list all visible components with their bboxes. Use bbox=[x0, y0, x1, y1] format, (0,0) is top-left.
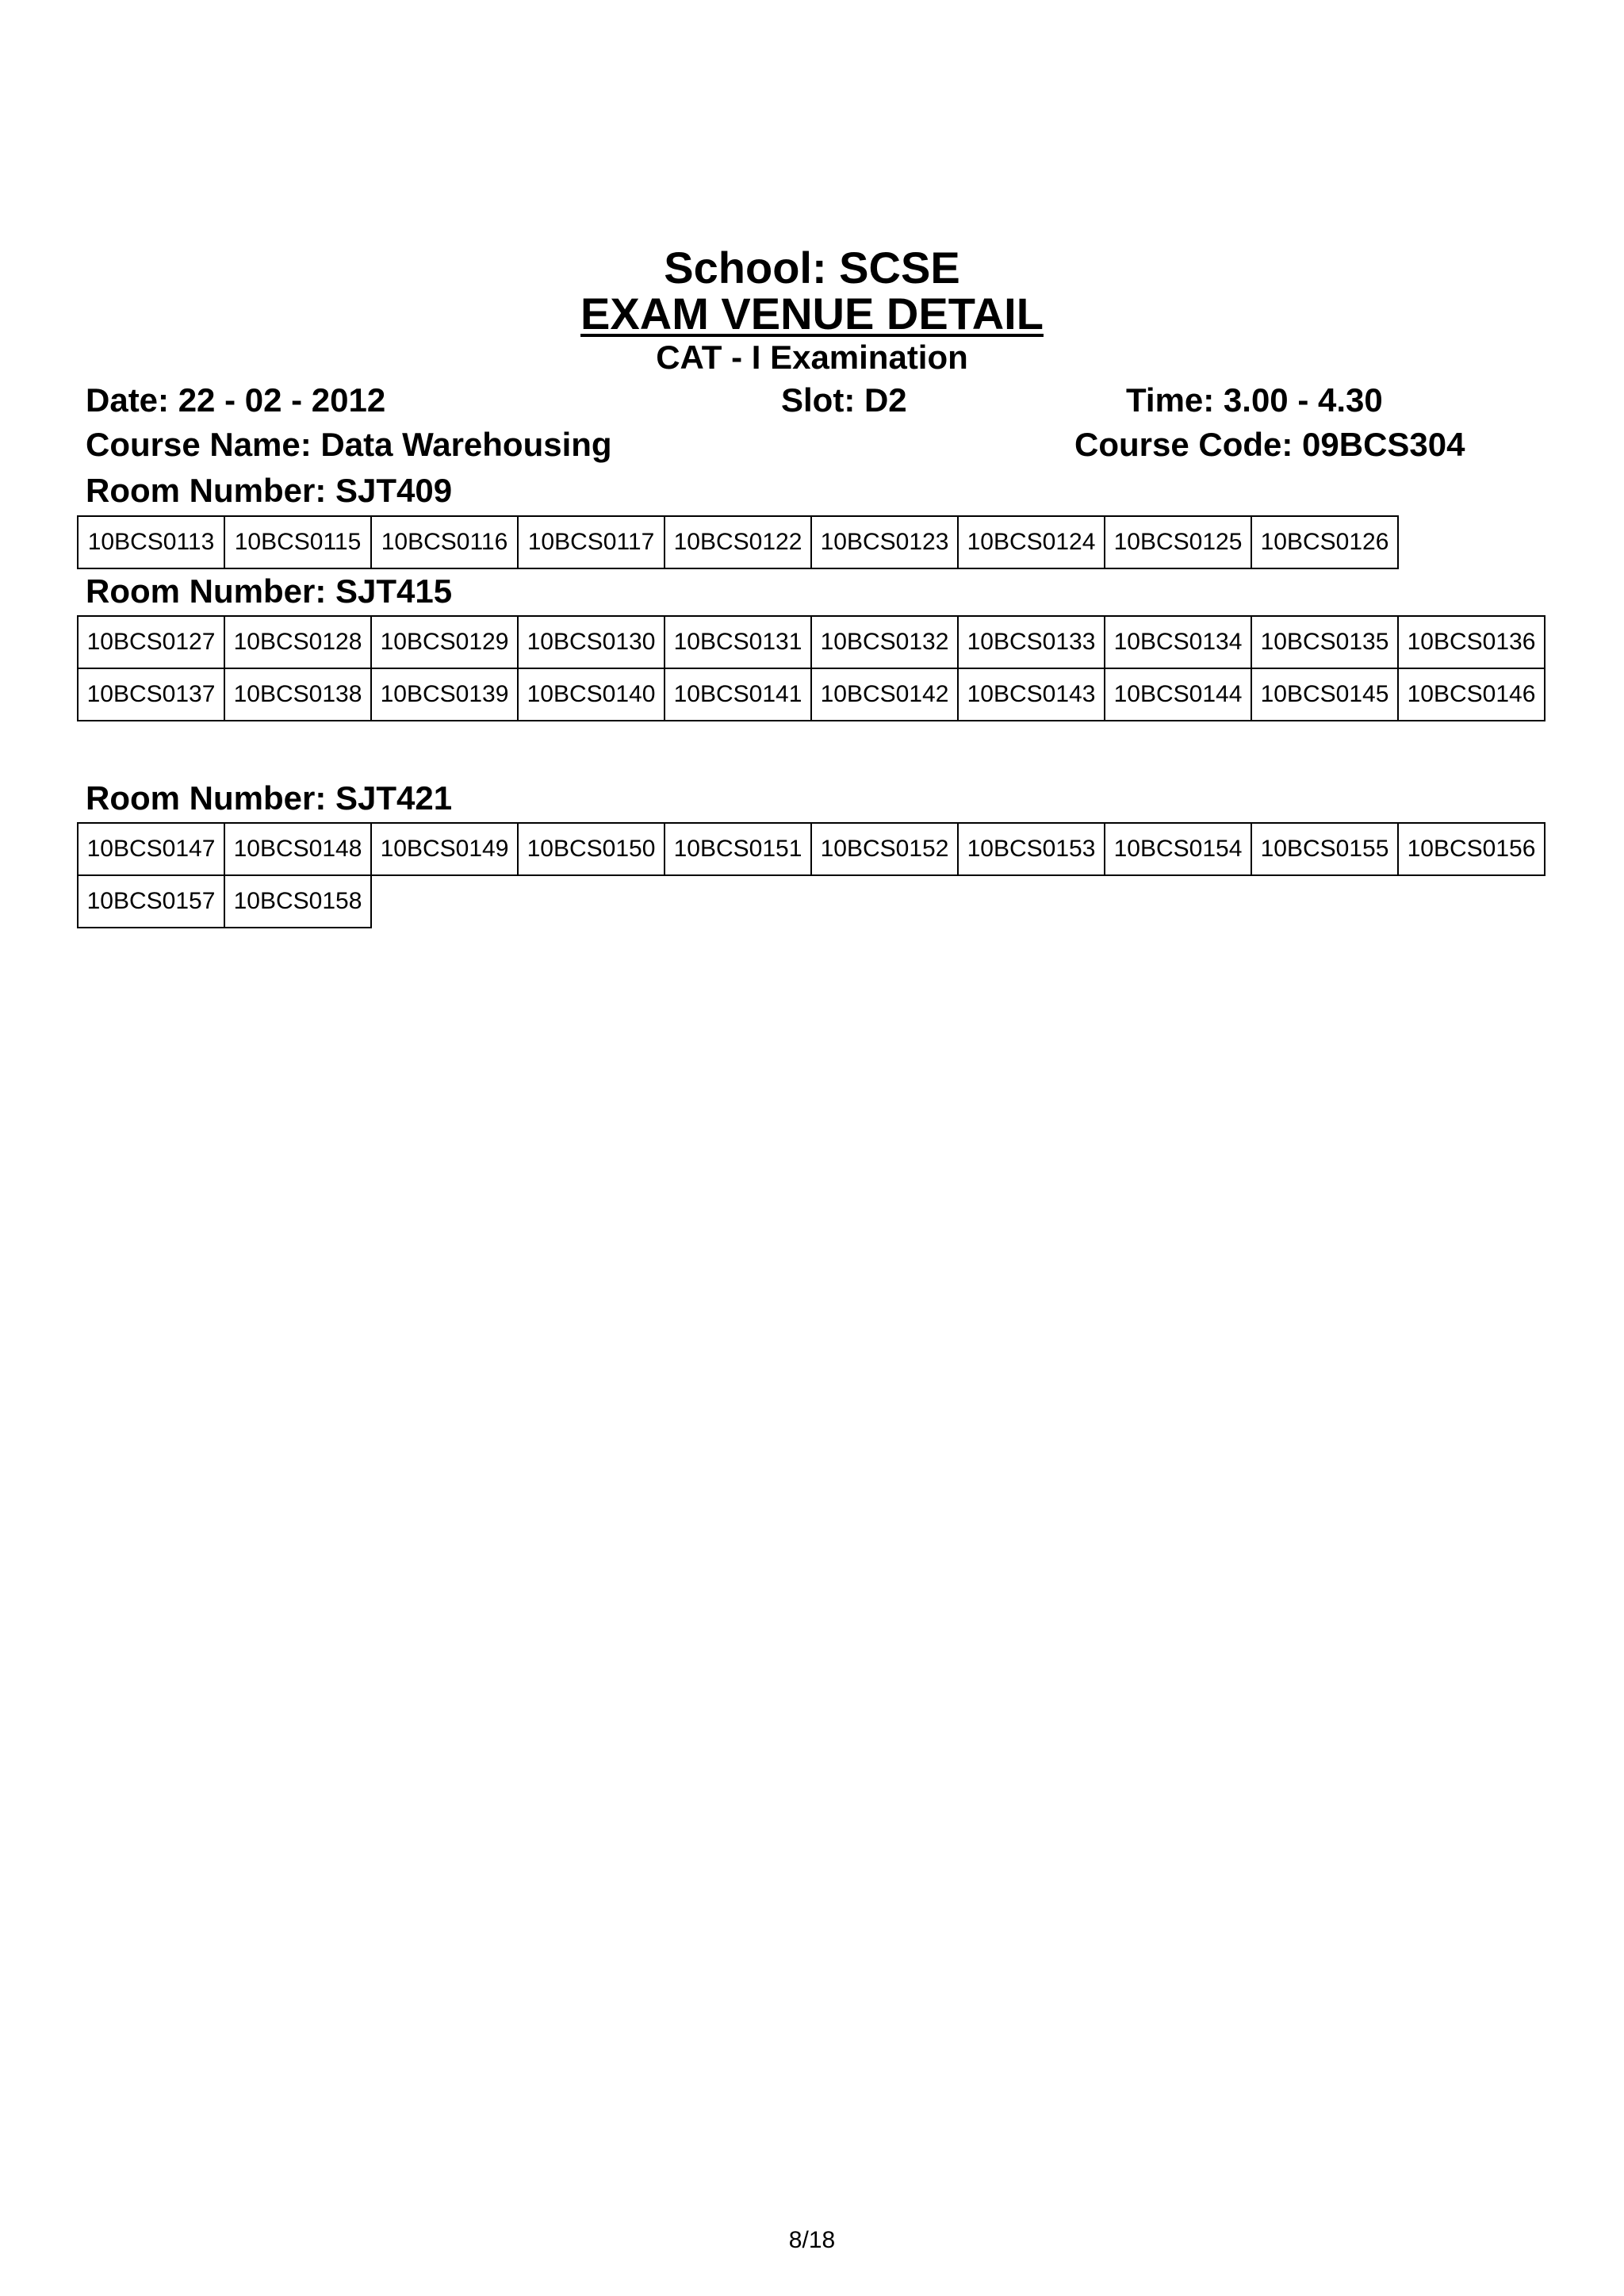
table-row bbox=[78, 823, 1545, 875]
room-table-sjt421 bbox=[77, 822, 1545, 876]
student-id-cell: 10BCS0139 bbox=[371, 668, 518, 721]
room-label-sjt421: Room Number: SJT421 bbox=[86, 779, 453, 817]
student-id-cell: 10BCS0143 bbox=[958, 668, 1105, 721]
exam-time: Time: 3.00 - 4.30 bbox=[1126, 381, 1383, 419]
student-id-cell: 10BCS0131 bbox=[665, 616, 811, 668]
student-id-cell: 10BCS0138 bbox=[224, 668, 371, 721]
student-id-cell: 10BCS0156 bbox=[1398, 823, 1545, 875]
student-id-cell: 10BCS0123 bbox=[811, 516, 958, 568]
student-id-cell: 10BCS0133 bbox=[958, 616, 1105, 668]
exam-date: Date: 22 - 02 - 2012 bbox=[86, 381, 386, 419]
student-id-cell: 10BCS0158 bbox=[224, 875, 371, 928]
student-id-cell: 10BCS0130 bbox=[518, 616, 665, 668]
student-id-cell: 10BCS0148 bbox=[224, 823, 371, 875]
student-id-cell: 10BCS0127 bbox=[78, 616, 224, 668]
student-id-cell: 10BCS0149 bbox=[371, 823, 518, 875]
page-number: 8/18 bbox=[788, 2227, 836, 2253]
student-id-cell: 10BCS0144 bbox=[1105, 668, 1251, 721]
document-title: EXAM VENUE DETAIL bbox=[580, 289, 1044, 339]
student-id-cell: 10BCS0129 bbox=[371, 616, 518, 668]
student-id-cell: 10BCS0122 bbox=[665, 516, 811, 568]
student-id-cell: 10BCS0146 bbox=[1398, 668, 1545, 721]
room-label-sjt415: Room Number: SJT415 bbox=[86, 572, 453, 610]
student-id-cell: 10BCS0155 bbox=[1251, 823, 1398, 875]
student-id-cell: 10BCS0140 bbox=[518, 668, 665, 721]
room-table-sjt415 bbox=[77, 615, 1545, 721]
student-id-cell: 10BCS0153 bbox=[958, 823, 1105, 875]
school-title: School: SCSE bbox=[664, 243, 960, 293]
student-id-cell: 10BCS0113 bbox=[78, 516, 224, 568]
student-id-cell: 10BCS0125 bbox=[1105, 516, 1251, 568]
table-row bbox=[78, 668, 1545, 721]
student-id-cell: 10BCS0115 bbox=[224, 516, 371, 568]
exam-slot: Slot: D2 bbox=[781, 381, 907, 419]
student-id-cell: 10BCS0136 bbox=[1398, 616, 1545, 668]
student-id-cell: 10BCS0132 bbox=[811, 616, 958, 668]
room-label-sjt409: Room Number: SJT409 bbox=[86, 472, 453, 509]
student-id-cell: 10BCS0134 bbox=[1105, 616, 1251, 668]
student-id-cell: 10BCS0157 bbox=[78, 875, 224, 928]
student-id-cell: 10BCS0141 bbox=[665, 668, 811, 721]
exam-name: CAT - I Examination bbox=[656, 339, 968, 376]
student-id-cell: 10BCS0142 bbox=[811, 668, 958, 721]
student-id-cell: 10BCS0117 bbox=[518, 516, 665, 568]
table-row bbox=[78, 875, 371, 928]
student-id-cell: 10BCS0154 bbox=[1105, 823, 1251, 875]
student-id-cell: 10BCS0116 bbox=[371, 516, 518, 568]
student-id-cell: 10BCS0151 bbox=[665, 823, 811, 875]
student-id-cell: 10BCS0137 bbox=[78, 668, 224, 721]
course-name: Course Name: Data Warehousing bbox=[86, 426, 612, 463]
student-id-cell: 10BCS0145 bbox=[1251, 668, 1398, 721]
student-id-cell: 10BCS0126 bbox=[1251, 516, 1398, 568]
student-id-cell: 10BCS0128 bbox=[224, 616, 371, 668]
student-id-cell: 10BCS0150 bbox=[518, 823, 665, 875]
student-id-cell: 10BCS0135 bbox=[1251, 616, 1398, 668]
course-code: Course Code: 09BCS304 bbox=[1074, 426, 1465, 463]
student-id-cell: 10BCS0147 bbox=[78, 823, 224, 875]
room-table-sjt421-continued bbox=[77, 874, 372, 928]
table-row bbox=[78, 616, 1545, 668]
student-id-cell: 10BCS0124 bbox=[958, 516, 1105, 568]
room-table-sjt409 bbox=[77, 515, 1399, 569]
student-id-cell: 10BCS0152 bbox=[811, 823, 958, 875]
table-row bbox=[78, 516, 1398, 568]
